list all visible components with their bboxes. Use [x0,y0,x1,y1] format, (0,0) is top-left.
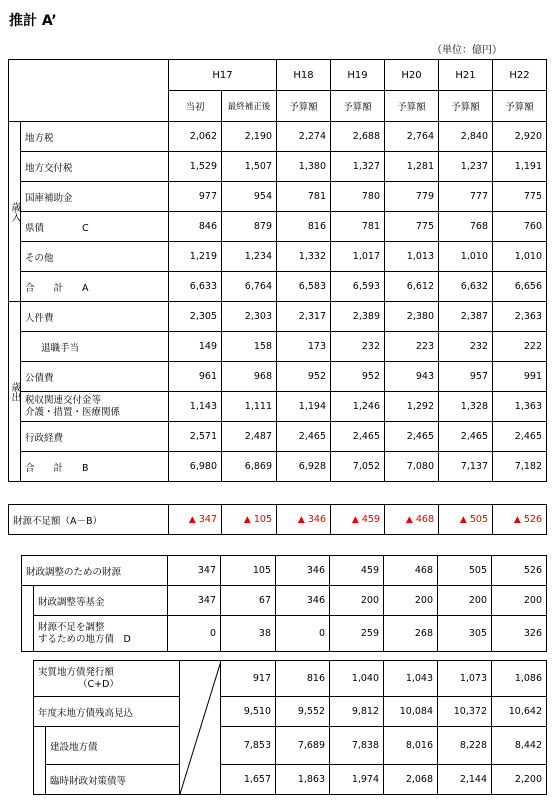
triangle-marker-icon: ▲ [297,515,305,525]
cell-value: 8,442 [492,727,547,765]
cell-value: 200 [438,586,492,616]
cell-value: 38 [221,616,276,652]
header-year-h18: H18 [277,60,331,91]
cell-value: 6,633 [169,272,222,302]
header-sub-budget: 予算額 [385,91,439,122]
cell-value: 917 [221,661,276,697]
cell-value: 7,689 [276,727,330,765]
row-label: 県債 C [21,212,169,242]
cell-value: 2,465 [277,422,331,452]
shortfall-cell [277,505,331,535]
cell-value: 1,863 [276,765,330,795]
row-label-line2: するための地方債 D [38,633,131,645]
cell-value: 968 [222,362,277,392]
cell-value: 2,363 [493,302,547,332]
cell-value: 780 [331,182,385,212]
cell-value: 1,043 [384,661,438,697]
cell-value: 952 [331,362,385,392]
cell-value: 954 [222,182,277,212]
cell-value: 459 [330,556,384,586]
cell-value: 1,237 [439,152,493,182]
cell-value: 1,332 [277,242,331,272]
shortfall-value: 105 [253,514,272,525]
cell-value: 6,632 [439,272,493,302]
row-label: 退職手当 [21,332,169,362]
cell-value: 775 [493,182,547,212]
header-year-h21: H21 [439,60,493,91]
cell-value: 105 [221,556,276,586]
cell-value: 8,228 [438,727,492,765]
cell-value: 232 [439,332,493,362]
shortfall-value: 468 [415,514,434,525]
row-label-line2: 介護・措置・医療関係 [25,406,121,418]
cell-value: 305 [438,616,492,652]
cell-value: 879 [222,212,277,242]
cell-value: 505 [438,556,492,586]
cell-value: 1,194 [277,392,331,422]
row-label-line2: （C+D） [78,678,119,690]
cell-value: 6,928 [277,452,331,482]
cell-value: 346 [276,556,330,586]
row-label: 人件費 [21,302,169,332]
revenue-group-label: 歳入 [9,122,21,302]
cell-value: 846 [169,212,222,242]
shortfall-value: 347 [198,514,217,525]
row-label: 財政調整等基金 [34,586,168,616]
cell-value: 2,465 [385,422,439,452]
indent-spacer [22,586,34,652]
cell-value: 8,016 [384,727,438,765]
cell-value: 1,234 [222,242,277,272]
cell-value: 1,327 [331,152,385,182]
shortfall-value: 526 [523,514,542,525]
cell-value: 1,246 [331,392,385,422]
cell-value: 2,305 [169,302,222,332]
row-label: 公債費 [21,362,169,392]
row-label-line1: 実質地方債発行額 [38,666,115,678]
cell-value: 0 [276,616,330,652]
header-sub-budget: 予算額 [439,91,493,122]
cell-value: 943 [385,362,439,392]
triangle-marker-icon: ▲ [405,515,413,525]
cell-value: 347 [168,586,221,616]
cell-value: 1,010 [439,242,493,272]
cell-value: 2,303 [222,302,277,332]
cell-value: 961 [169,362,222,392]
row-label: 臨時財政対策債等 [46,765,180,795]
cell-value: 977 [169,182,222,212]
cell-value: 259 [330,616,384,652]
row-label: 建設地方債 [46,727,180,765]
cell-value: 7,182 [493,452,547,482]
cell-value: 1,111 [222,392,277,422]
triangle-marker-icon: ▲ [351,515,359,525]
cell-value: 9,812 [330,697,384,727]
cell-value: 6,869 [222,452,277,482]
cell-value: 232 [331,332,385,362]
header-sub-budget: 予算額 [277,91,331,122]
cell-value: 1,073 [438,661,492,697]
cell-value: 7,838 [330,727,384,765]
cell-value: 2,465 [493,422,547,452]
cell-value: 1,191 [493,152,547,182]
cell-value: 760 [493,212,547,242]
cell-value: 468 [384,556,438,586]
header-sub-budget: 予算額 [493,91,547,122]
budget-table [8,59,547,482]
shortfall-cell [493,505,547,535]
cell-value: 2,062 [169,122,222,152]
cell-value: 2,465 [439,422,493,452]
cell-value: 0 [168,616,221,652]
cell-value: 6,764 [222,272,277,302]
cell-value: 268 [384,616,438,652]
row-label: その他 [21,242,169,272]
bonds-table [33,660,547,795]
cell-value: 9,510 [221,697,276,727]
cell-value: 2,840 [439,122,493,152]
cell-value: 1,040 [330,661,384,697]
shortfall-table [8,504,547,535]
expenditure-group-label: 歳出 [9,302,21,482]
cell-value: 7,137 [439,452,493,482]
page-title: 推計 A’ [9,13,57,29]
cell-value: 1,017 [331,242,385,272]
cell-value: 200 [492,586,547,616]
header-corner [9,60,169,122]
cell-value: 6,612 [385,272,439,302]
cell-value: 2,920 [493,122,547,152]
header-year-h17: H17 [169,60,277,91]
cell-value: 6,656 [493,272,547,302]
cell-value: 10,084 [384,697,438,727]
cell-value: 1,010 [493,242,547,272]
unit-note: （単位：億円） [432,45,502,56]
cell-value: 777 [439,182,493,212]
cell-value: 2,389 [331,302,385,332]
row-label: 地方税 [21,122,169,152]
row-label-total-a: 合 計 A [21,272,169,302]
shortfall-label: 財源不足額（A－B） [9,505,169,535]
cell-value: 2,380 [385,302,439,332]
header-year-h20: H20 [385,60,439,91]
cell-value: 6,583 [277,272,331,302]
cell-value: 7,853 [221,727,276,765]
cell-value: 2,465 [331,422,385,452]
row-label: 財政調整のための財源 [22,556,168,586]
cell-value: 149 [169,332,222,362]
cell-value: 7,080 [385,452,439,482]
cell-value: 781 [277,182,331,212]
cell-value: 346 [276,586,330,616]
cell-value: 775 [385,212,439,242]
row-label-line1: 財源不足を調整 [38,621,105,633]
row-label [34,661,180,697]
cell-value: 1,013 [385,242,439,272]
cell-value: 1,292 [385,392,439,422]
cell-value: 1,380 [277,152,331,182]
cell-value: 781 [331,212,385,242]
cell-value: 991 [493,362,547,392]
diagonal-cell [180,661,221,795]
row-label-total-b: 合 計 B [21,452,169,482]
header-year-h19: H19 [331,60,385,91]
triangle-marker-icon: ▲ [513,515,521,525]
cell-value: 816 [276,661,330,697]
row-label: 地方交付税 [21,152,169,182]
cell-value: 768 [439,212,493,242]
cell-value: 2,764 [385,122,439,152]
cell-value: 1,143 [169,392,222,422]
adjustment-table [21,555,547,652]
cell-value: 2,190 [222,122,277,152]
row-label-line1: 税収関連交付金等 [25,394,102,406]
shortfall-cell [385,505,439,535]
revenue-section [9,122,547,302]
expenditure-section [9,302,547,482]
triangle-marker-icon: ▲ [243,515,251,525]
cell-value: 347 [168,556,221,586]
cell-value: 2,144 [438,765,492,795]
shortfall-cell [169,505,222,535]
cell-value: 1,328 [439,392,493,422]
cell-value: 173 [277,332,331,362]
cell-value: 957 [439,362,493,392]
cell-value: 1,281 [385,152,439,182]
triangle-marker-icon: ▲ [188,515,196,525]
shortfall-value: 505 [469,514,488,525]
row-label: 行政経費 [21,422,169,452]
cell-value: 9,552 [276,697,330,727]
cell-value: 6,980 [169,452,222,482]
cell-value: 2,317 [277,302,331,332]
cell-value: 200 [384,586,438,616]
cell-value: 158 [222,332,277,362]
shortfall-value: 346 [307,514,326,525]
cell-value: 816 [277,212,331,242]
cell-value: 222 [493,332,547,362]
cell-value: 526 [492,556,547,586]
shortfall-cell [439,505,493,535]
cell-value: 2,571 [169,422,222,452]
cell-value: 1,086 [492,661,547,697]
header-sub-initial: 当初 [169,91,222,122]
shortfall-cell [222,505,277,535]
diagonal-slash-icon [180,661,221,794]
cell-value: 1,219 [169,242,222,272]
row-label [21,392,169,422]
cell-value: 10,642 [492,697,547,727]
cell-value: 223 [385,332,439,362]
shortfall-value: 459 [361,514,380,525]
row-label [34,616,168,652]
shortfall-cell [331,505,385,535]
header-year-h22: H22 [493,60,547,91]
indent-spacer [34,727,46,795]
row-label: 国庫補助金 [21,182,169,212]
cell-value: 2,387 [439,302,493,332]
cell-value: 326 [492,616,547,652]
row-label: 年度末地方債残高見込 [34,697,180,727]
cell-value: 2,274 [277,122,331,152]
cell-value: 1,529 [169,152,222,182]
cell-value: 10,372 [438,697,492,727]
cell-value: 2,068 [384,765,438,795]
cell-value: 1,363 [493,392,547,422]
cell-value: 779 [385,182,439,212]
cell-value: 2,688 [331,122,385,152]
cell-value: 67 [221,586,276,616]
cell-value: 952 [277,362,331,392]
cell-value: 1,974 [330,765,384,795]
cell-value: 6,593 [331,272,385,302]
cell-value: 7,052 [331,452,385,482]
cell-value: 2,200 [492,765,547,795]
cell-value: 1,657 [221,765,276,795]
header-sub-final: 最終補正後 [222,91,277,122]
cell-value: 2,487 [222,422,277,452]
cell-value: 200 [330,586,384,616]
cell-value: 1,507 [222,152,277,182]
header-sub-budget: 予算額 [331,91,385,122]
triangle-marker-icon: ▲ [459,515,467,525]
